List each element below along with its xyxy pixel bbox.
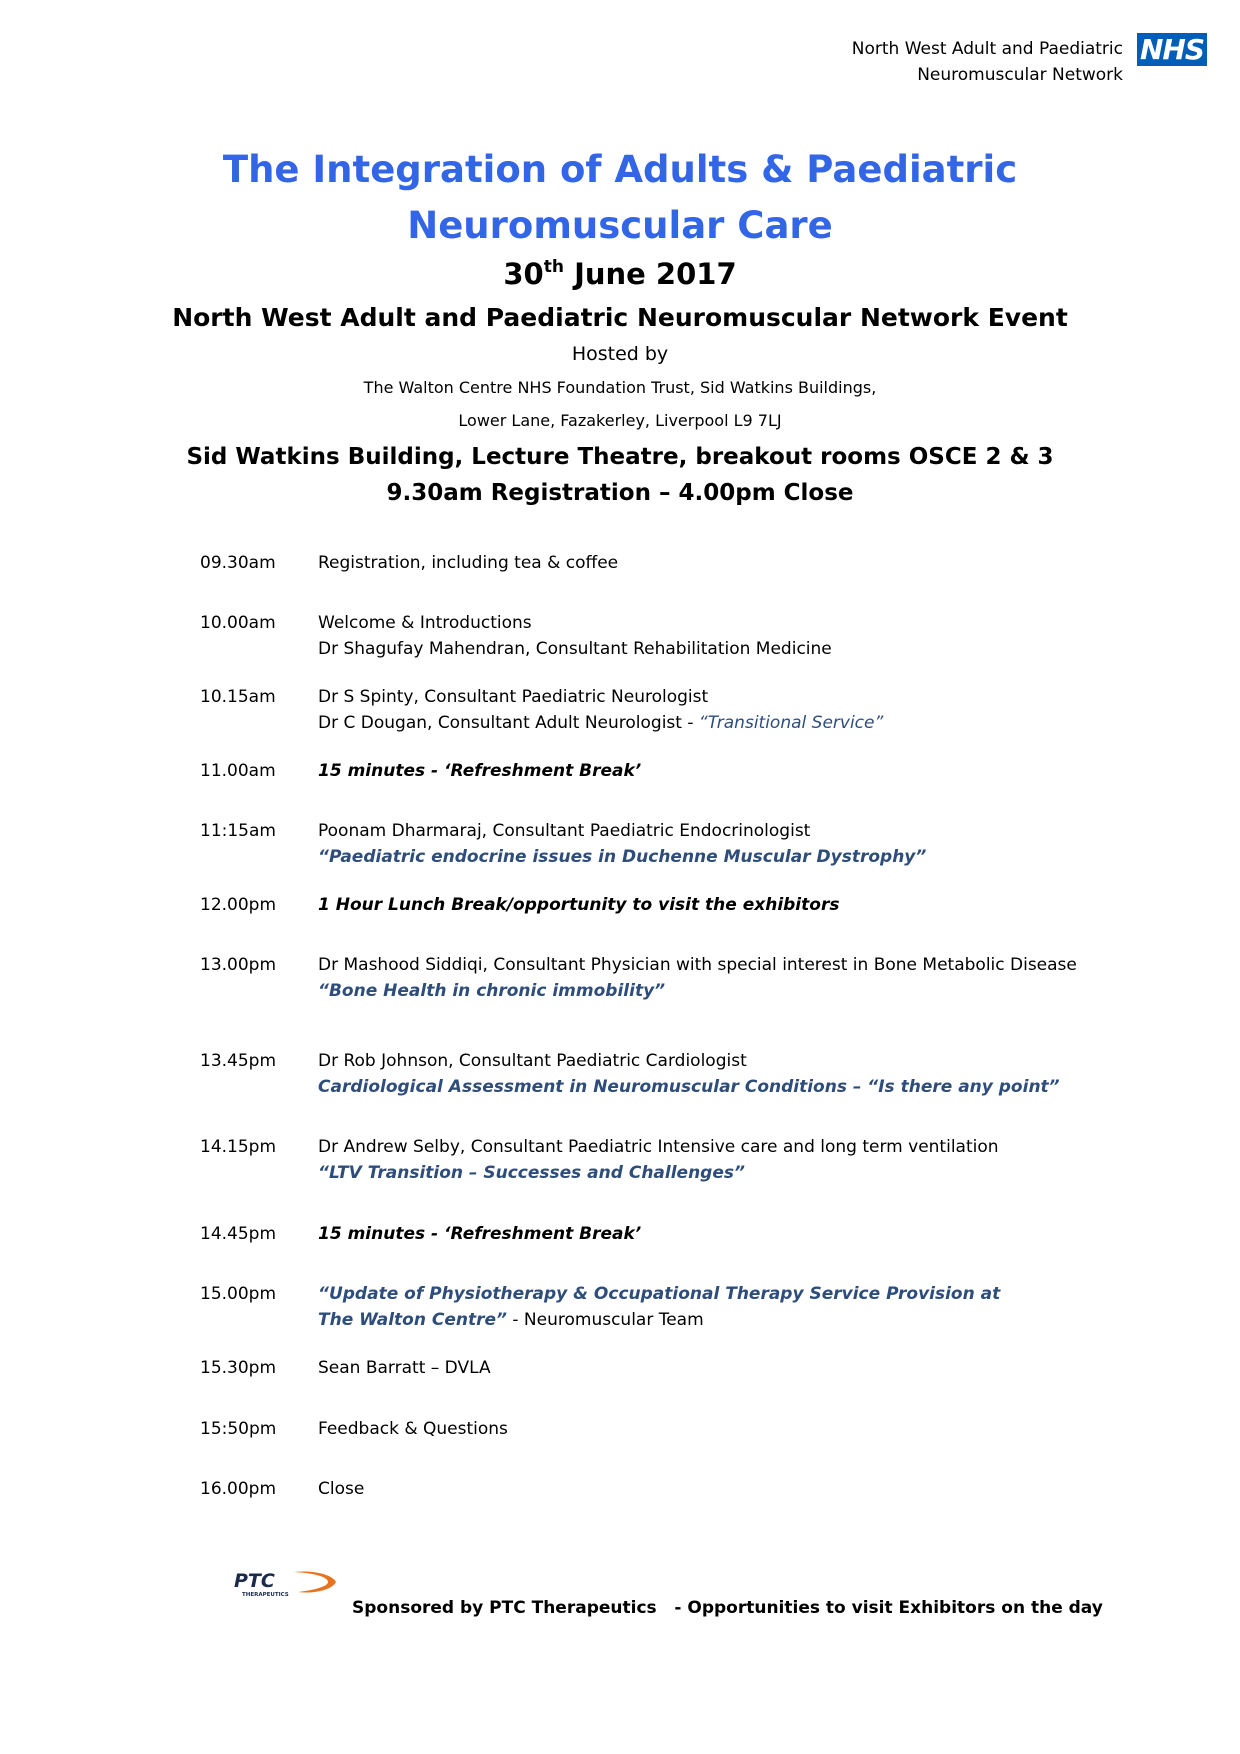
event-date-day: 30: [503, 257, 544, 291]
agenda-break: 15 minutes - ‘Refreshment Break’: [318, 1224, 642, 1244]
ptc-logo-swoosh: [294, 1571, 336, 1592]
address-line1: The Walton Centre NHS Foundation Trust, Sid Watkins Buildings,: [363, 378, 877, 397]
agenda-time: 13.45pm: [200, 1051, 277, 1071]
agenda-time: 11.00am: [200, 761, 276, 781]
ptc-therapeutics-logo: [232, 1568, 338, 1598]
agenda-time: 15:50pm: [200, 1419, 277, 1439]
agenda-time: 12.00pm: [200, 895, 277, 915]
agenda-break: 15 minutes - ‘Refreshment Break’: [318, 761, 642, 781]
ptc-logo-subtext: THERAPEUTICS: [242, 1592, 289, 1598]
page-title-line2: Neuromuscular Care: [407, 204, 833, 247]
ptc-logo-text: PTC: [234, 1570, 275, 1592]
agenda-talk-title: “Update of Physiotherapy & Occupational Therapy Service Provision at: [318, 1284, 1001, 1304]
agenda-talk-title: “LTV Transition – Successes and Challenges”: [318, 1163, 745, 1183]
agenda-time: 13.00pm: [200, 955, 277, 975]
agenda-speaker-text: Dr C Dougan, Consultant Adult Neurologist -: [318, 713, 699, 733]
page-title-line1: The Integration of Adults & Paediatric: [222, 148, 1018, 191]
agenda-speaker-text: - Neuromuscular Team: [506, 1310, 704, 1330]
agenda-speaker: Dr Andrew Selby, Consultant Paediatric Intensive care and long term ventilation: [318, 1137, 999, 1157]
network-name-line2: Neuromuscular Network: [917, 65, 1123, 85]
agenda-time: 10.15am: [200, 687, 276, 707]
page-title: [0, 142, 1240, 254]
event-date-suffix: th: [543, 257, 564, 277]
agenda-time: 11:15am: [200, 821, 276, 841]
agenda-talk-title-end: The Walton Centre”: [318, 1310, 507, 1330]
network-name: [852, 36, 1123, 88]
agenda-speaker: Dr S Spinty, Consultant Paediatric Neurologist: [318, 687, 709, 707]
event-date: [0, 254, 1240, 294]
agenda-speaker: Dr Mashood Siddiqi, Consultant Physician with special interest in Bone Metabolic Disease: [318, 955, 1077, 975]
agenda-text: Sean Barratt – DVLA: [318, 1358, 491, 1378]
agenda-break: 1 Hour Lunch Break/opportunity to visit the exhibitors: [318, 895, 840, 915]
agenda-time: 14.15pm: [200, 1137, 277, 1157]
agenda-text: Registration, including tea & coffee: [318, 553, 619, 573]
venue-line2: 9.30am Registration – 4.00pm Close: [386, 480, 854, 506]
venue-line1: Sid Watkins Building, Lecture Theatre, breakout rooms OSCE 2 & 3: [186, 444, 1054, 470]
agenda-speaker: Dr Shagufay Mahendran, Consultant Rehabilitation Medicine: [318, 639, 832, 659]
network-name-line1: North West Adult and Paediatric: [851, 39, 1123, 59]
agenda-time: 16.00pm: [200, 1479, 277, 1499]
agenda-speaker: Poonam Dharmaraj, Consultant Paediatric Endocrinologist: [318, 821, 811, 841]
event-name: North West Adult and Paediatric Neuromuscular Network Event: [172, 303, 1068, 332]
agenda-speaker: Dr Rob Johnson, Consultant Paediatric Cardiologist: [318, 1051, 747, 1071]
agenda-time: 14.45pm: [200, 1224, 277, 1244]
agenda-text: Feedback & Questions: [318, 1419, 508, 1439]
agenda-text: Welcome & Introductions: [318, 613, 532, 633]
agenda-time: 15.30pm: [200, 1358, 277, 1378]
agenda-talk-title: “Paediatric endocrine issues in Duchenne Muscular Dystrophy”: [318, 847, 927, 867]
event-date-rest: June 2017: [563, 257, 737, 291]
sponsor-text: Sponsored by PTC Therapeutics - Opportunities to visit Exhibitors on the day: [352, 1598, 1103, 1618]
agenda-talk-title-2: [318, 1307, 1158, 1333]
address-line2: Lower Lane, Fazakerley, Liverpool L9 7LJ: [458, 411, 782, 430]
nhs-logo: NHS: [1137, 33, 1207, 66]
agenda-time: 09.30am: [200, 553, 276, 573]
hosted-by: Hosted by: [571, 343, 669, 365]
agenda-talk-title: “Transitional Service”: [698, 713, 884, 733]
agenda-text: Close: [318, 1479, 365, 1499]
agenda-speaker-2: [318, 710, 1158, 736]
agenda-time: 10.00am: [200, 613, 276, 633]
agenda-talk-title: Cardiological Assessment in Neuromuscular Conditions – “Is there any point”: [318, 1077, 1060, 1097]
agenda-talk-title: “Bone Health in chronic immobility”: [318, 981, 666, 1001]
agenda-time: 15.00pm: [200, 1284, 277, 1304]
